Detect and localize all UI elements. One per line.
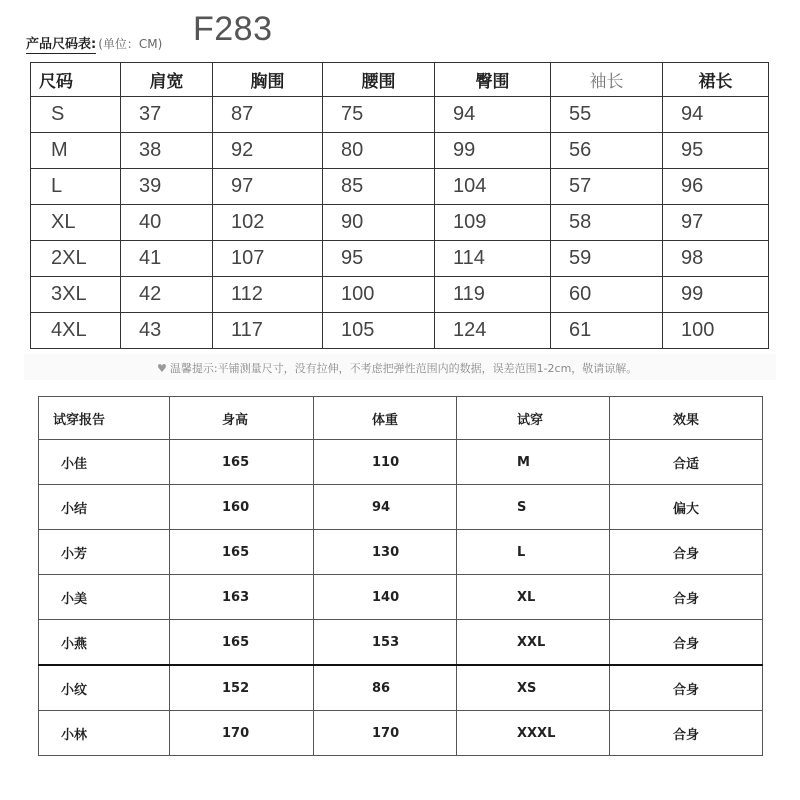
size-cell: 2XL — [31, 241, 121, 277]
result-cell: 偏大 — [610, 485, 763, 530]
bust-cell: 117 — [213, 313, 323, 349]
tried-size-cell: L — [457, 530, 610, 575]
tester-name: 小佳 — [39, 440, 170, 485]
hip-cell: 94 — [435, 97, 551, 133]
waist-cell: 80 — [323, 133, 435, 169]
height-cell: 165 — [170, 530, 314, 575]
size-cell: S — [31, 97, 121, 133]
sleeve-cell: 56 — [551, 133, 663, 169]
tried-size-cell: S — [457, 485, 610, 530]
size-cell: XL — [31, 205, 121, 241]
height-cell: 152 — [170, 665, 314, 711]
weight-cell: 130 — [314, 530, 457, 575]
fit-row — [39, 620, 763, 666]
height-cell: 165 — [170, 620, 314, 666]
fit-table-header — [39, 397, 763, 440]
tried-size-cell: XXL — [457, 620, 610, 666]
shoulder-cell: 39 — [121, 169, 213, 205]
size-table — [30, 62, 769, 349]
tried-size-cell: XXXL — [457, 711, 610, 756]
height-cell: 170 — [170, 711, 314, 756]
weight-cell: 170 — [314, 711, 457, 756]
shoulder-cell: 43 — [121, 313, 213, 349]
size-cell: L — [31, 169, 121, 205]
header-waist: 腰围 — [323, 63, 435, 97]
weight-cell: 110 — [314, 440, 457, 485]
waist-cell: 90 — [323, 205, 435, 241]
length-cell: 99 — [663, 277, 769, 313]
tester-name: 小纹 — [39, 665, 170, 711]
sleeve-cell: 59 — [551, 241, 663, 277]
sleeve-cell: 58 — [551, 205, 663, 241]
hip-cell: 99 — [435, 133, 551, 169]
size-row — [31, 169, 769, 205]
size-row — [31, 241, 769, 277]
tried-size-cell: XS — [457, 665, 610, 711]
shoulder-cell: 41 — [121, 241, 213, 277]
sleeve-cell: 55 — [551, 97, 663, 133]
product-code: F283 — [193, 10, 273, 48]
result-cell: 合身 — [610, 665, 763, 711]
note-text: 温馨提示:平铺测量尺寸，没有拉伸，不考虑把弹性范围内的数据，误差范围1-2cm，敬请谅解。 — [169, 362, 638, 375]
size-cell: 3XL — [31, 277, 121, 313]
shoulder-cell: 38 — [121, 133, 213, 169]
size-row — [31, 97, 769, 133]
header-sleeve: 袖长 — [551, 63, 663, 97]
header-weight: 体重 — [314, 397, 457, 440]
header-hip: 臀围 — [435, 63, 551, 97]
height-cell: 163 — [170, 575, 314, 620]
size-chart-title: 产品尺码表: — [26, 37, 97, 52]
tester-name: 小林 — [39, 711, 170, 756]
size-table-header — [31, 63, 769, 97]
header-height: 身高 — [170, 397, 314, 440]
size-row — [31, 313, 769, 349]
weight-cell: 153 — [314, 620, 457, 666]
height-cell: 160 — [170, 485, 314, 530]
size-row — [31, 205, 769, 241]
waist-cell: 100 — [323, 277, 435, 313]
weight-cell: 94 — [314, 485, 457, 530]
size-row — [31, 277, 769, 313]
length-cell: 96 — [663, 169, 769, 205]
hip-cell: 124 — [435, 313, 551, 349]
result-cell: 合身 — [610, 711, 763, 756]
header-length: 裙长 — [663, 63, 769, 97]
result-cell: 合身 — [610, 575, 763, 620]
size-row — [31, 133, 769, 169]
header-result: 效果 — [610, 397, 763, 440]
bust-cell: 97 — [213, 169, 323, 205]
fit-row — [39, 485, 763, 530]
bust-cell: 92 — [213, 133, 323, 169]
tester-name: 小燕 — [39, 620, 170, 666]
tester-name: 小结 — [39, 485, 170, 530]
tried-size-cell: XL — [457, 575, 610, 620]
bust-cell: 102 — [213, 205, 323, 241]
size-chart-label — [26, 33, 162, 52]
size-cell: M — [31, 133, 121, 169]
bust-cell: 107 — [213, 241, 323, 277]
header-tester: 试穿报告 — [39, 397, 170, 440]
tester-name: 小芳 — [39, 530, 170, 575]
hip-cell: 104 — [435, 169, 551, 205]
shoulder-cell: 42 — [121, 277, 213, 313]
fitting-report-table — [38, 396, 763, 756]
fit-row — [39, 440, 763, 485]
result-cell: 合身 — [610, 620, 763, 666]
fit-row — [39, 575, 763, 620]
sleeve-cell: 61 — [551, 313, 663, 349]
header-tried-size: 试穿 — [457, 397, 610, 440]
result-cell: 合身 — [610, 530, 763, 575]
header-bust: 胸围 — [213, 63, 323, 97]
tried-size-cell: M — [457, 440, 610, 485]
shoulder-cell: 40 — [121, 205, 213, 241]
length-cell: 98 — [663, 241, 769, 277]
heart-icon: ♥ — [157, 362, 167, 375]
size-cell: 4XL — [31, 313, 121, 349]
hip-cell: 119 — [435, 277, 551, 313]
shoulder-cell: 37 — [121, 97, 213, 133]
length-cell: 100 — [663, 313, 769, 349]
tester-name: 小美 — [39, 575, 170, 620]
sleeve-cell: 57 — [551, 169, 663, 205]
waist-cell: 95 — [323, 241, 435, 277]
waist-cell: 75 — [323, 97, 435, 133]
hip-cell: 109 — [435, 205, 551, 241]
bust-cell: 112 — [213, 277, 323, 313]
height-cell: 165 — [170, 440, 314, 485]
weight-cell: 140 — [314, 575, 457, 620]
result-cell: 合适 — [610, 440, 763, 485]
fit-row — [39, 530, 763, 575]
bust-cell: 87 — [213, 97, 323, 133]
fit-row — [39, 711, 763, 756]
waist-cell: 105 — [323, 313, 435, 349]
hip-cell: 114 — [435, 241, 551, 277]
header-shoulder: 肩宽 — [121, 63, 213, 97]
length-cell: 95 — [663, 133, 769, 169]
sleeve-cell: 60 — [551, 277, 663, 313]
fit-row — [39, 665, 763, 711]
unit-label: (单位：CM) — [98, 37, 163, 51]
header-size: 尺码 — [31, 63, 121, 97]
waist-cell: 85 — [323, 169, 435, 205]
weight-cell: 86 — [314, 665, 457, 711]
length-cell: 97 — [663, 205, 769, 241]
length-cell: 94 — [663, 97, 769, 133]
measurement-note — [157, 360, 637, 376]
